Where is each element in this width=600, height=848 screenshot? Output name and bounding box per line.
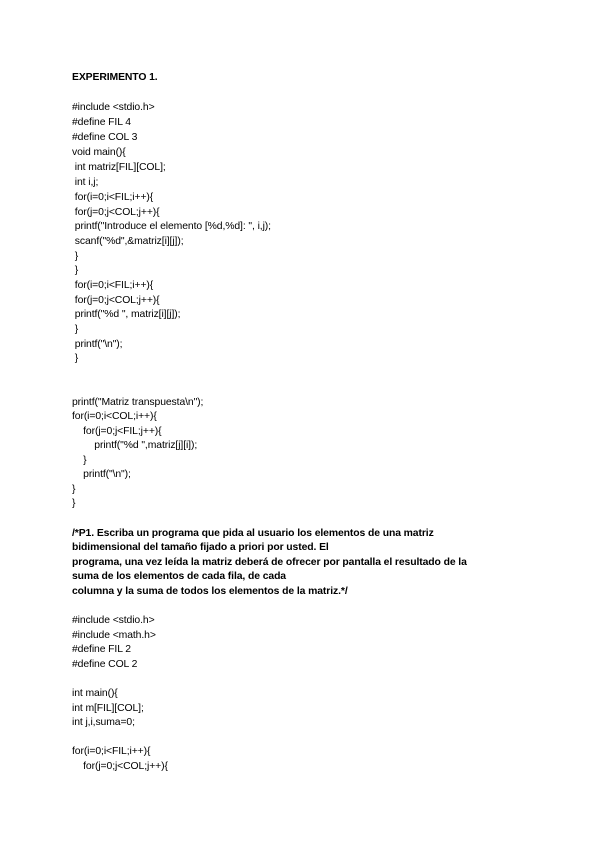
code-line: #define COL 3 [72,132,138,143]
problem-text: /*P1. Escriba un programa que pida al usuario los elementos de una matriz [72,528,434,539]
code-line: #include <math.h> [72,630,156,641]
code-line: scanf("%d",&matriz[i][j]); [72,236,184,247]
code-line: } [72,251,79,262]
code-line: printf("%d ", matriz[i][j]); [72,309,181,320]
code-line: int matriz[FIL][COL]; [72,162,166,173]
code-line: } [72,324,79,335]
problem-text: bidimensional del tamaño fijado a priori por usted. El [72,542,329,553]
code-line: printf("\n"); [72,469,131,480]
code-line: printf("\n"); [72,339,123,350]
code-line: #define COL 2 [72,659,138,670]
code-line: #include <stdio.h> [72,102,155,113]
heading-experimento: EXPERIMENTO 1. [72,72,158,83]
code-line: void main(){ [72,147,126,158]
code-line: #define FIL 2 [72,644,131,655]
code-line: #include <stdio.h> [72,615,155,626]
code-line: } [72,455,87,466]
code-line: printf("Matriz transpuesta\n"); [72,397,204,408]
code-line: for(i=0;i<FIL;i++){ [72,192,154,203]
code-line: for(j=0;j<COL;j++){ [72,295,160,306]
code-line: for(j=0;j<FIL;j++){ [72,426,162,437]
code-line: } [72,265,79,276]
code-line: printf("%d ",matriz[j][i]); [72,440,198,451]
code-line: printf("Introduce el elemento [%d,%d]: ", i,j); [72,221,271,232]
code-line: for(i=0;i<FIL;i++){ [72,746,151,757]
code-line: } [72,484,76,495]
problem-text: columna y la suma de todos los elementos de la matriz.*/ [72,586,348,597]
code-line: int main(){ [72,688,118,699]
problem-text: suma de los elementos de cada fila, de cada [72,571,286,582]
code-line: } [72,353,79,364]
code-line: int m[FIL][COL]; [72,703,144,714]
code-line: } [72,498,76,509]
code-line: for(i=0;i<COL;i++){ [72,411,157,422]
code-line: for(j=0;j<COL;j++){ [72,207,160,218]
code-line: int i,j; [72,177,99,188]
problem-text: programa, una vez leída la matriz deberá de ofrecer por pantalla el resultado de la [72,557,467,568]
code-line: for(j=0;j<COL;j++){ [72,761,168,772]
code-line: for(i=0;i<FIL;i++){ [72,280,154,291]
code-line: #define FIL 4 [72,117,131,128]
code-line: int j,i,suma=0; [72,717,135,728]
